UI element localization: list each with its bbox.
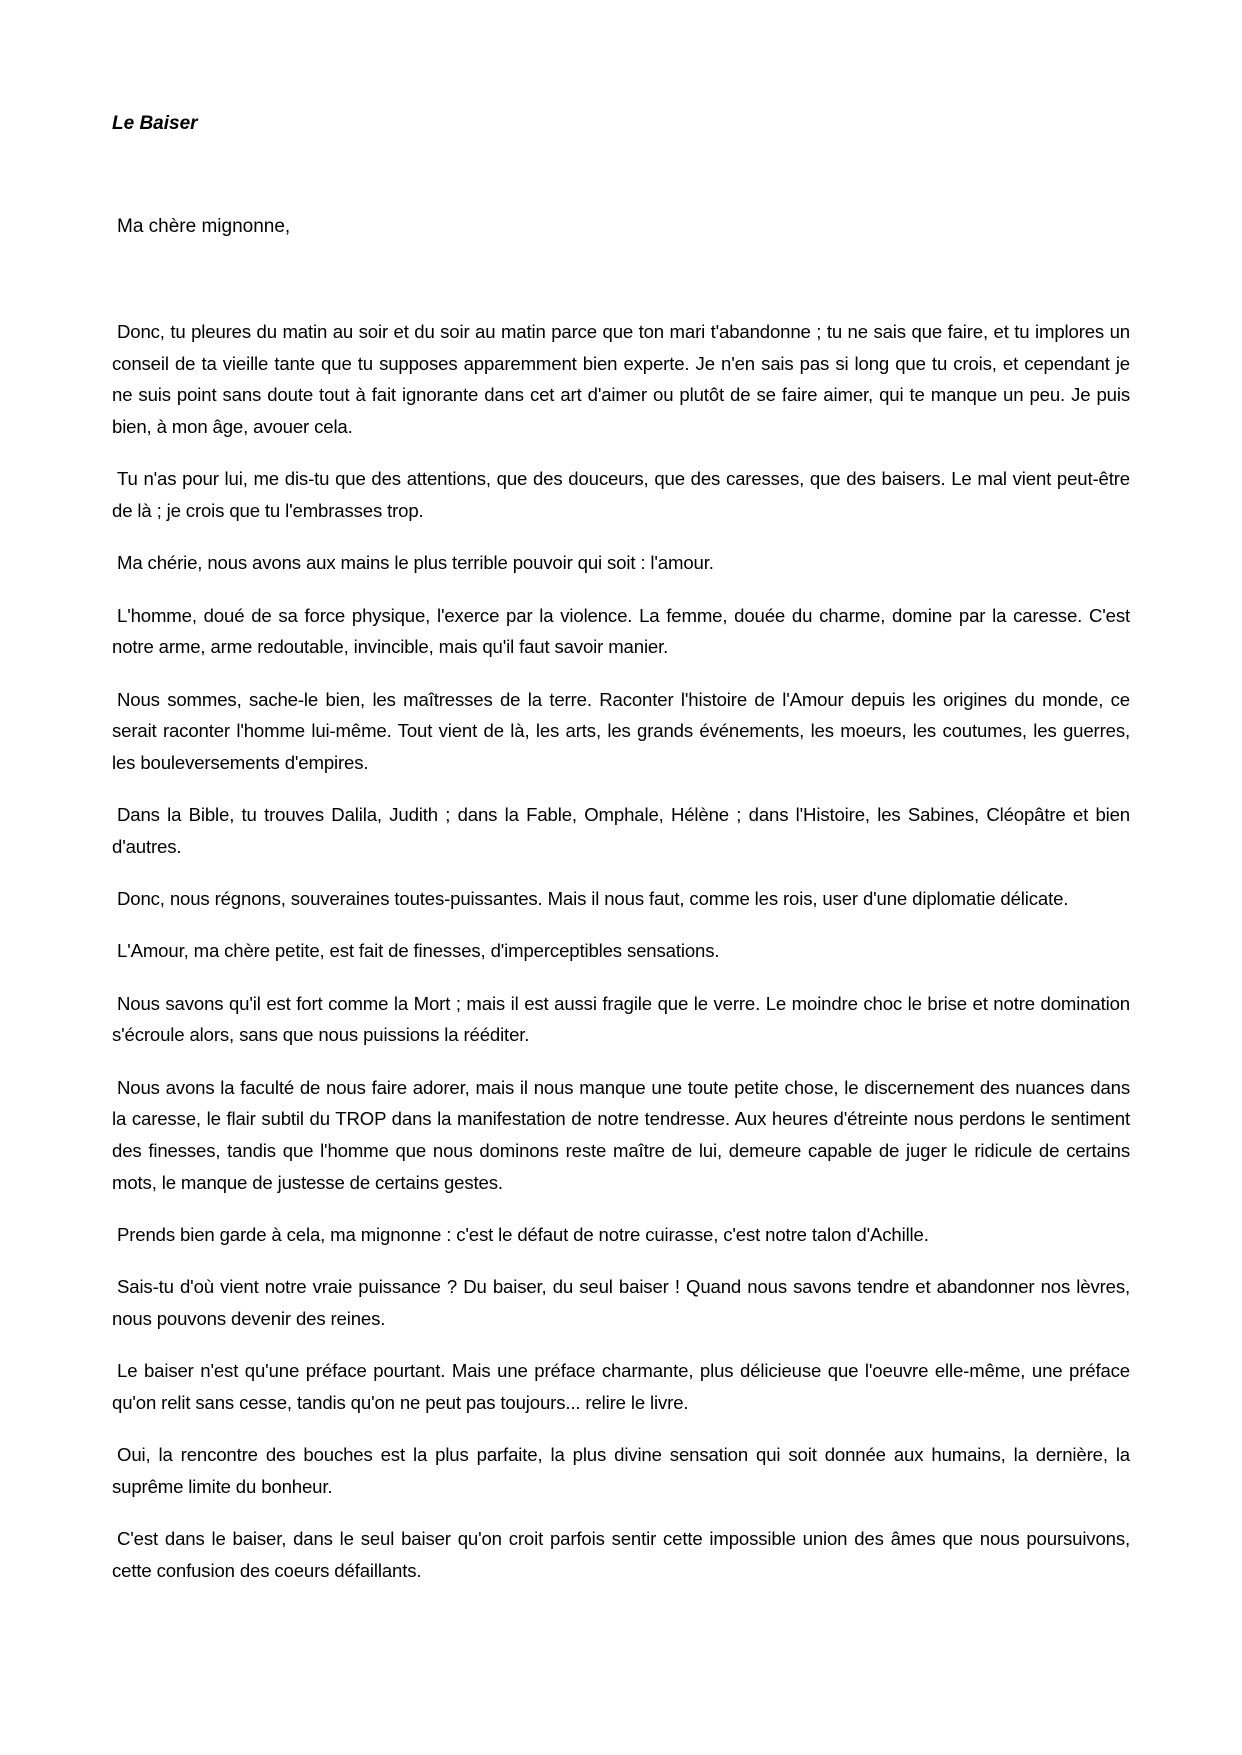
paragraph: Oui, la rencontre des bouches est la plus parfaite, la plus divine sensation qui soit donnée aux humains, la dernière, la suprême limite du bonheur. [112, 1444, 1130, 1497]
letter-body [112, 316, 1130, 1607]
paragraph: C'est dans le baiser, dans le seul baiser qu'on croit parfois sentir cette impossible union des âmes que nous poursuivons, cette confusion des coeurs défaillants. [112, 1528, 1130, 1581]
paragraph: Donc, nous régnons, souveraines toutes-puissantes. Mais il nous faut, comme les rois, user d'une diplomatie délicate. [117, 888, 1069, 910]
salutation: Ma chère mignonne, [117, 216, 291, 237]
paragraph: L'homme, doué de sa force physique, l'exerce par la violence. La femme, douée du charme, domine par la caresse. C'est notre arme, arme redoutable, invincible, mais qu'il faut savoir manier. [112, 604, 1130, 658]
paragraph: Tu n'as pour lui, me dis-tu que des attentions, que des douceurs, que des caresses, que des baisers. Le mal vient peut-être de là ; je crois que tu l'embrasses trop. [112, 468, 1130, 521]
document-title: Le Baiser [112, 113, 198, 134]
paragraph: L'Amour, ma chère petite, est fait de finesses, d'imperceptibles sensations. [117, 940, 720, 962]
paragraph: Nous savons qu'il est fort comme la Mort ; mais il est aussi fragile que le verre. Le moindre choc le brise et notre domination s'écroule alors, sans que nous puissions la rééditer. [112, 992, 1130, 1046]
paragraph: Sais-tu d'où vient notre vraie puissance ? Du baiser, du seul baiser ! Quand nous savons tendre et abandonner nos lèvres, nous pouvons devenir des reines. [112, 1276, 1130, 1330]
paragraph: Donc, tu pleures du matin au soir et du soir au matin parce que ton mari t'abandonne ; tu ne sais que faire, et tu implores un conseil de ta vieille tante que tu supposes apparemment bien experte. Je n'en sais pas si long que tu crois, et cependant je ne suis point sans doute tout à fait ignorante dans cet art d'aimer ou plutôt de se faire aimer, qui te manque un peu. Je puis bien, à mon âge, avouer cela. [112, 321, 1130, 437]
paragraph: Dans la Bible, tu trouves Dalila, Judith ; dans la Fable, Omphale, Hélène ; dans l'Histoire, les Sabines, Cléopâtre et bien d'autres. [112, 804, 1130, 857]
paragraph: Nous sommes, sache-le bien, les maîtresses de la terre. Raconter l'histoire de l'Amour depuis les origines du monde, ce serait raconter l'homme lui-même. Tout vient de là, les arts, les grands événements, les moeurs, les coutumes, les guerres, les bouleversements d'empires. [112, 688, 1130, 773]
paragraph: Le baiser n'est qu'une préface pourtant. Mais une préface charmante, plus délicieuse que l'oeuvre elle-même, une préface qu'on relit sans cesse, tandis qu'on ne peut pas toujours... relire le livre. [112, 1360, 1130, 1413]
paragraph: Ma chérie, nous avons aux mains le plus terrible pouvoir qui soit : l'amour. [117, 552, 714, 574]
paragraph: Prends bien garde à cela, ma mignonne : c'est le défaut de notre cuirasse, c'est notre talon d'Achille. [117, 1224, 929, 1246]
paragraph: Nous avons la faculté de nous faire adorer, mais il nous manque une toute petite chose, le discernement des nuances dans la caresse, le flair subtil du TROP dans la manifestation de notre tendresse. Aux heures d'étreinte nous perdons le sentiment des finesses, tandis que l'homme que nous dominons reste maître de lui, demeure capable de juger le ridicule de certains mots, le manque de justesse de certains gestes. [112, 1076, 1130, 1193]
